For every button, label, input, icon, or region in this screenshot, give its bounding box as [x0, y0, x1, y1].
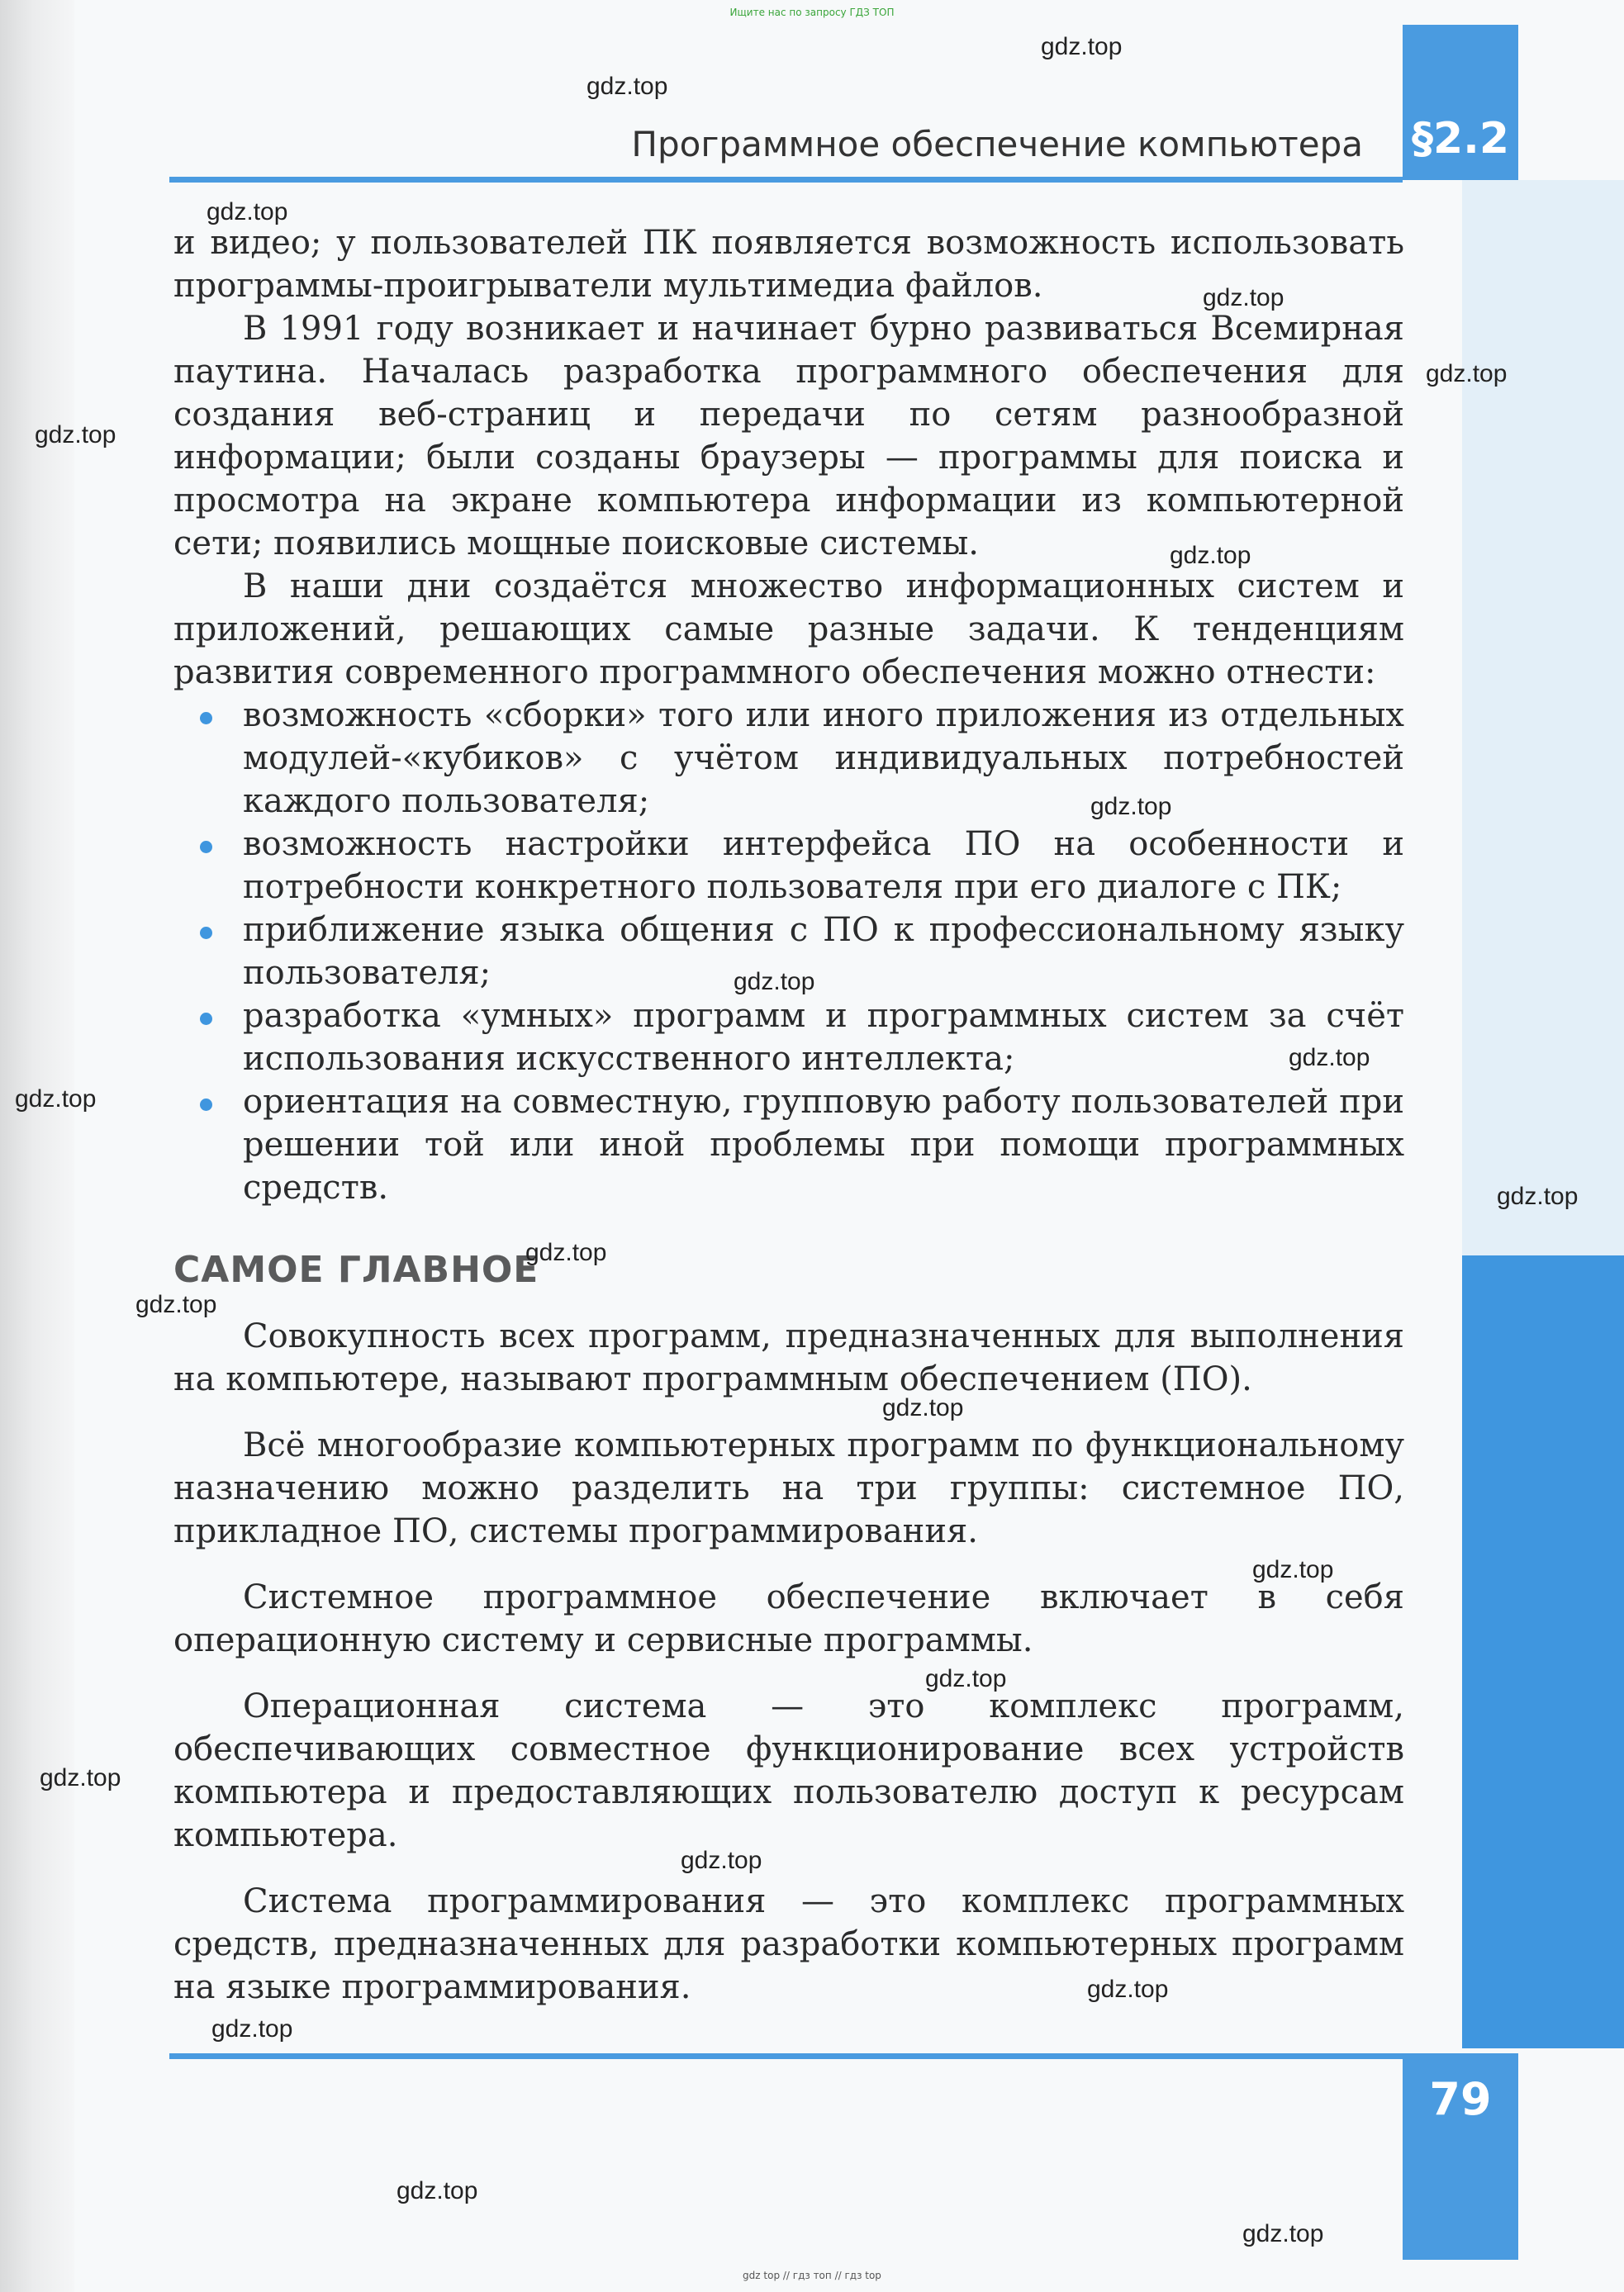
- watermark: gdz.top: [1041, 33, 1123, 60]
- watermark: gdz.top: [1426, 360, 1508, 387]
- page-header-title: Программное обеспечение компьютера: [631, 124, 1363, 164]
- list-item: разработка «умных» программ и программных систем за счёт использования искусственного интеллекта;: [173, 994, 1404, 1080]
- watermark: gdz.top: [1497, 1183, 1579, 1210]
- summary-paragraph: Всё многообразие компьютерных программ по функциональному назначению можно разделить на три группы: системное ПО, прикладное ПО, системы программирования.: [173, 1426, 1404, 1550]
- watermark: gdz.top: [525, 1239, 607, 1266]
- bullet-icon: [200, 1099, 212, 1111]
- watermark: gdz.top: [1087, 1976, 1169, 2003]
- watermark: gdz.top: [40, 1764, 121, 1791]
- header-rule: [169, 177, 1403, 183]
- watermark: gdz.top: [397, 2177, 478, 2204]
- watermark: gdz.top: [1203, 284, 1284, 311]
- watermark: gdz.top: [1289, 1044, 1370, 1071]
- summary-paragraph: Совокупность всех программ, предназначенных для выполнения на компьютере, называют программным обеспечением (ПО).: [173, 1317, 1404, 1398]
- summary-paragraph: Системное программное обеспечение включает в себя операционную систему и сервисные программы.: [173, 1578, 1404, 1659]
- watermark: gdz.top: [135, 1291, 217, 1318]
- watermark: gdz.top: [681, 1847, 762, 1874]
- watermark: gdz.top: [35, 421, 116, 448]
- book-spine-shadow: [0, 0, 74, 2292]
- top-note: Ищите нас по запросу ГДЗ ТОП: [729, 7, 895, 18]
- bottom-note: gdz top // гдз топ // гдз top: [743, 2270, 881, 2281]
- watermark: gdz.top: [586, 73, 668, 100]
- summary-text: [173, 1315, 1404, 2032]
- footer-rule: [169, 2053, 1403, 2059]
- section-label: §2.2: [1411, 114, 1510, 164]
- margin-band: [1462, 1255, 1624, 2048]
- main-text: [173, 221, 1404, 1209]
- watermark: gdz.top: [1170, 542, 1251, 569]
- page-number: 79: [1429, 2073, 1492, 2125]
- watermark: gdz.top: [15, 1085, 97, 1113]
- watermark: gdz.top: [925, 1665, 1007, 1692]
- watermark: gdz.top: [211, 2015, 293, 2043]
- margin-band-light: [1462, 180, 1624, 1255]
- watermark: gdz.top: [734, 968, 815, 995]
- trends-list: [173, 694, 1404, 1209]
- summary-paragraph: Система программирования — это комплекс программных средств, предназначенных для разработки компьютерных программ на языке программирования.: [173, 1882, 1404, 2006]
- watermark: gdz.top: [1252, 1556, 1334, 1583]
- list-item: ориентация на совместную, групповую работу пользователей при решении той или иной проблемы при помощи программных средств.: [173, 1080, 1404, 1209]
- summary-paragraph: Операционная система — это комплекс программ, обеспечивающих совместное функционирование всех устройств компьютера и предоставляющих пользователю доступ к ресурсам компьютера.: [173, 1687, 1404, 1854]
- paragraph-1: и видео; у пользователей ПК появляется возможность использовать программы-проигрыватели мультимедиа файлов.: [173, 224, 1404, 305]
- paragraph-2: В 1991 году возникает и начинает бурно развиваться Всемирная паутина. Началась разработка программного обеспечения для создания веб-страниц и передачи по сетям разнообразной информации; были созданы браузеры — программы для поиска и просмотра на экране компьютера информации из компьютерной сети; появились мощные поисковые системы.: [173, 310, 1404, 562]
- list-item: возможность «сборки» того или иного приложения из отдельных модулей-«кубиков» с учётом индивидуальных потребностей каждого пользователя;: [173, 694, 1404, 823]
- list-item: приближение языка общения с ПО к профессиональному языку пользователя;: [173, 909, 1404, 994]
- bullet-icon: [200, 1013, 212, 1025]
- list-item: возможность настройки интерфейса ПО на особенности и потребности конкретного пользователя при его диалоге с ПК;: [173, 823, 1404, 909]
- watermark: gdz.top: [1242, 2220, 1324, 2247]
- bullet-icon: [200, 841, 212, 853]
- watermark: gdz.top: [1090, 793, 1172, 820]
- bullet-icon: [200, 927, 212, 939]
- watermark: gdz.top: [207, 198, 288, 225]
- watermark: gdz.top: [882, 1394, 964, 1421]
- bullet-icon: [200, 712, 212, 724]
- paragraph-3: В наши дни создаётся множество информационных систем и приложений, решающих самые разные задачи. К тенденциям развития современного программного обеспечения можно отнести:: [173, 567, 1404, 691]
- summary-heading: САМОЕ ГЛАВНОЕ: [173, 1249, 539, 1291]
